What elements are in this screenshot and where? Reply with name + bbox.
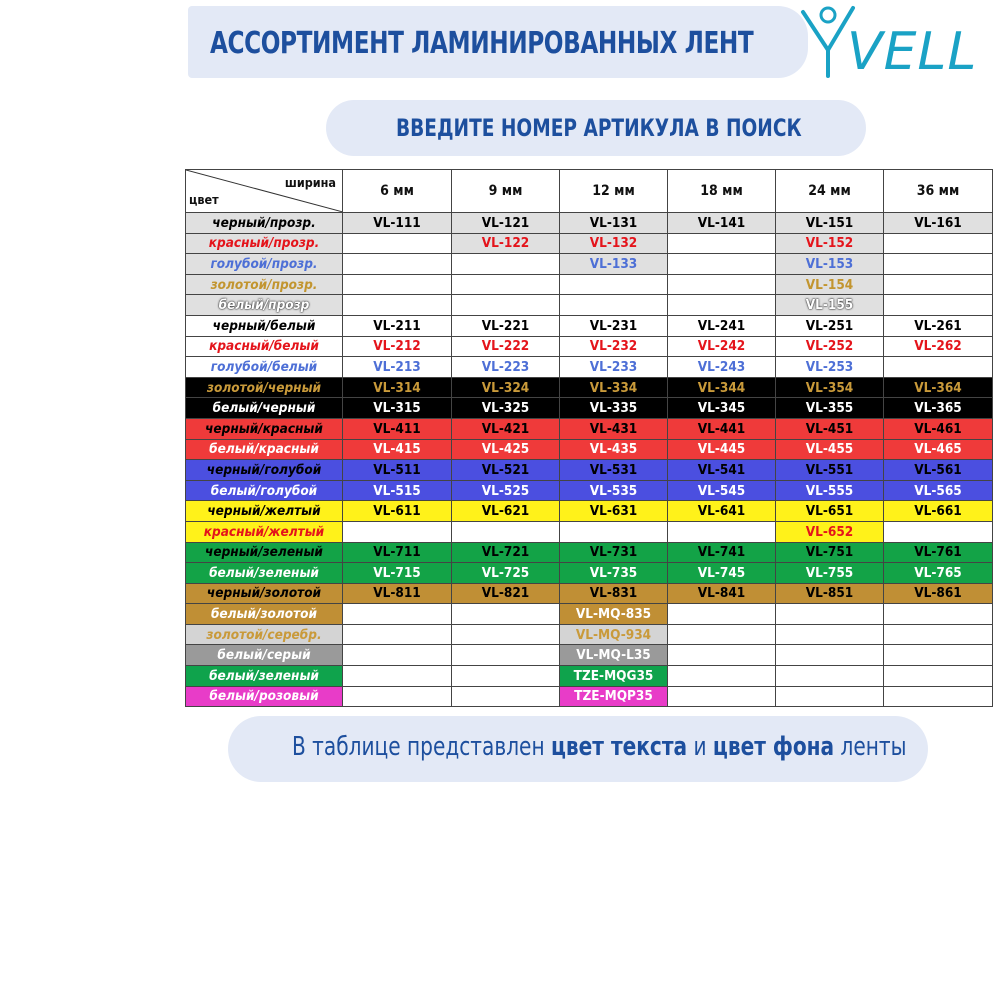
brand-logo: [795, 2, 985, 84]
article-code-cell: VL-751: [776, 542, 884, 563]
empty-cell: [343, 521, 452, 542]
color-combination-label: красный/прозр.: [186, 233, 343, 254]
table-row: [186, 480, 993, 501]
column-header: 18 мм: [668, 170, 776, 213]
column-header: 9 мм: [452, 170, 560, 213]
empty-cell: [776, 604, 884, 625]
legend-note: [292, 732, 907, 762]
article-code-cell: VL-132: [560, 233, 668, 254]
article-code-cell: VL-251: [776, 315, 884, 336]
article-code-cell: VL-555: [776, 480, 884, 501]
color-combination-label: белый/прозр: [186, 295, 343, 316]
empty-cell: [452, 686, 560, 707]
article-code-cell: VL-415: [343, 439, 452, 460]
table-corner-cell: [186, 170, 343, 213]
article-code-cell: VL-831: [560, 583, 668, 604]
article-code-cell: VL-345: [668, 398, 776, 419]
empty-cell: [452, 295, 560, 316]
empty-cell: [884, 604, 993, 625]
empty-cell: [343, 295, 452, 316]
article-code-cell: VL-721: [452, 542, 560, 563]
empty-cell: [452, 666, 560, 687]
note-text: В таблице представлен: [292, 732, 551, 762]
article-code-cell: VL-221: [452, 315, 560, 336]
empty-cell: [884, 274, 993, 295]
article-code-cell: VL-364: [884, 377, 993, 398]
color-combination-label: черный/красный: [186, 418, 343, 439]
empty-cell: [452, 254, 560, 275]
color-combination-label: золотой/черный: [186, 377, 343, 398]
empty-cell: [884, 254, 993, 275]
article-code-cell: VL-334: [560, 377, 668, 398]
note-bold-bg-color: цвет фона: [712, 732, 835, 762]
article-code-cell: VL-232: [560, 336, 668, 357]
article-code-cell: VL-211: [343, 315, 452, 336]
empty-cell: [668, 604, 776, 625]
article-code-cell: VL-253: [776, 357, 884, 378]
table-row: [186, 254, 993, 275]
article-code-cell: VL-152: [776, 233, 884, 254]
table-row: [186, 542, 993, 563]
color-axis-label: цвет: [189, 192, 219, 207]
article-code-cell: VL-122: [452, 233, 560, 254]
empty-cell: [452, 521, 560, 542]
article-code-cell: VL-525: [452, 480, 560, 501]
color-combination-label: черный/белый: [186, 315, 343, 336]
article-code-cell: VL-511: [343, 460, 452, 481]
color-combination-label: черный/желтый: [186, 501, 343, 522]
empty-cell: [884, 233, 993, 254]
table-row: [186, 418, 993, 439]
article-code-cell: VL-611: [343, 501, 452, 522]
table-row: [186, 501, 993, 522]
empty-cell: [343, 666, 452, 687]
empty-cell: [343, 645, 452, 666]
empty-cell: [668, 624, 776, 645]
article-code-cell: VL-231: [560, 315, 668, 336]
empty-cell: [884, 295, 993, 316]
article-code-cell: VL-365: [884, 398, 993, 419]
table-row: [186, 274, 993, 295]
color-combination-label: красный/желтый: [186, 521, 343, 542]
article-code-cell: VL-641: [668, 501, 776, 522]
table-row: [186, 398, 993, 419]
article-code-cell: VL-731: [560, 542, 668, 563]
article-code-cell: VL-154: [776, 274, 884, 295]
article-code-cell: VL-355: [776, 398, 884, 419]
article-code-cell: VL-745: [668, 563, 776, 584]
empty-cell: [776, 686, 884, 707]
article-code-cell: VL-314: [343, 377, 452, 398]
empty-cell: [452, 624, 560, 645]
article-code-cell: VL-131: [560, 213, 668, 234]
table-row: [186, 645, 993, 666]
table-row: [186, 460, 993, 481]
color-combination-label: белый/черный: [186, 398, 343, 419]
note-text: и: [687, 732, 713, 762]
empty-cell: [776, 645, 884, 666]
article-code-cell: VL-445: [668, 439, 776, 460]
article-code-cell: VL-121: [452, 213, 560, 234]
empty-cell: [343, 624, 452, 645]
article-code-cell: VL-233: [560, 357, 668, 378]
empty-cell: [884, 645, 993, 666]
article-code-cell: VL-212: [343, 336, 452, 357]
column-header: 12 мм: [560, 170, 668, 213]
article-code-cell: VL-735: [560, 563, 668, 584]
note-bold-text-color: цвет текста: [550, 732, 688, 762]
article-code-cell: VL-451: [776, 418, 884, 439]
color-combination-label: белый/зеленый: [186, 563, 343, 584]
article-code-cell: VL-161: [884, 213, 993, 234]
article-code-cell: VL-841: [668, 583, 776, 604]
empty-cell: [668, 254, 776, 275]
article-code-cell: VL-711: [343, 542, 452, 563]
color-combination-label: белый/золотой: [186, 604, 343, 625]
empty-cell: [343, 604, 452, 625]
article-code-cell: VL-153: [776, 254, 884, 275]
color-combination-label: белый/серый: [186, 645, 343, 666]
article-code-cell: VL-761: [884, 542, 993, 563]
legend-note-banner: [228, 716, 928, 782]
table-row: [186, 583, 993, 604]
empty-cell: [884, 624, 993, 645]
table-row: [186, 377, 993, 398]
article-code-cell: VL-725: [452, 563, 560, 584]
color-combination-label: черный/золотой: [186, 583, 343, 604]
empty-cell: [884, 666, 993, 687]
article-code-cell: VL-821: [452, 583, 560, 604]
article-code-cell: VL-425: [452, 439, 560, 460]
color-combination-label: черный/прозр.: [186, 213, 343, 234]
note-text: ленты: [834, 732, 907, 762]
table-body: [186, 213, 993, 707]
article-code-cell: VL-111: [343, 213, 452, 234]
article-code-cell: VL-441: [668, 418, 776, 439]
color-combination-label: красный/белый: [186, 336, 343, 357]
empty-cell: [668, 295, 776, 316]
article-code-cell: VL-141: [668, 213, 776, 234]
column-header: 36 мм: [884, 170, 993, 213]
color-combination-label: золотой/прозр.: [186, 274, 343, 295]
color-combination-label: черный/зеленый: [186, 542, 343, 563]
article-code-cell: VL-151: [776, 213, 884, 234]
article-code-cell: VL-461: [884, 418, 993, 439]
article-code-cell: VL-MQ-L35: [560, 645, 668, 666]
empty-cell: [668, 666, 776, 687]
color-combination-label: белый/красный: [186, 439, 343, 460]
article-code-cell: VL-262: [884, 336, 993, 357]
table-row: [186, 624, 993, 645]
article-code-cell: VL-861: [884, 583, 993, 604]
article-code-cell: VL-765: [884, 563, 993, 584]
empty-cell: [884, 686, 993, 707]
empty-cell: [343, 254, 452, 275]
article-code-cell: VL-551: [776, 460, 884, 481]
empty-cell: [343, 233, 452, 254]
column-header: 24 мм: [776, 170, 884, 213]
empty-cell: [668, 686, 776, 707]
color-combination-label: белый/зеленый: [186, 666, 343, 687]
table-row: [186, 563, 993, 584]
empty-cell: [668, 274, 776, 295]
empty-cell: [560, 521, 668, 542]
article-code-cell: VL-531: [560, 460, 668, 481]
article-code-cell: VL-755: [776, 563, 884, 584]
logo-text: VELL: [847, 22, 978, 82]
empty-cell: [343, 274, 452, 295]
color-combination-label: золотой/серебр.: [186, 624, 343, 645]
article-code-cell: TZE-MQP35: [560, 686, 668, 707]
empty-cell: [668, 233, 776, 254]
article-code-cell: VL-411: [343, 418, 452, 439]
article-code-cell: VL-545: [668, 480, 776, 501]
article-code-cell: VL-344: [668, 377, 776, 398]
article-code-cell: VL-631: [560, 501, 668, 522]
article-code-cell: VL-435: [560, 439, 668, 460]
empty-cell: [343, 686, 452, 707]
article-code-cell: VL-133: [560, 254, 668, 275]
empty-cell: [560, 295, 668, 316]
article-code-cell: VL-325: [452, 398, 560, 419]
article-code-cell: VL-315: [343, 398, 452, 419]
table-row: [186, 295, 993, 316]
empty-cell: [452, 645, 560, 666]
table-header-row: [186, 170, 993, 213]
table-row: [186, 686, 993, 707]
empty-cell: [776, 666, 884, 687]
empty-cell: [668, 645, 776, 666]
empty-cell: [668, 521, 776, 542]
table-row: [186, 666, 993, 687]
article-code-cell: VL-561: [884, 460, 993, 481]
article-code-cell: VL-261: [884, 315, 993, 336]
empty-cell: [776, 624, 884, 645]
article-code-cell: VL-621: [452, 501, 560, 522]
title-banner: [188, 6, 808, 78]
empty-cell: [452, 604, 560, 625]
article-code-cell: VL-541: [668, 460, 776, 481]
article-code-cell: VL-354: [776, 377, 884, 398]
color-combination-label: голубой/прозр.: [186, 254, 343, 275]
article-code-cell: VL-242: [668, 336, 776, 357]
article-code-cell: VL-651: [776, 501, 884, 522]
empty-cell: [452, 274, 560, 295]
table-row: [186, 604, 993, 625]
article-code-cell: VL-811: [343, 583, 452, 604]
article-code-cell: VL-222: [452, 336, 560, 357]
article-code-cell: VL-MQ-835: [560, 604, 668, 625]
empty-cell: [884, 357, 993, 378]
article-code-cell: VL-661: [884, 501, 993, 522]
tape-assortment-table: [185, 169, 993, 707]
article-code-cell: VL-652: [776, 521, 884, 542]
article-code-cell: VL-455: [776, 439, 884, 460]
table-row: [186, 521, 993, 542]
article-code-cell: VL-465: [884, 439, 993, 460]
column-header: 6 мм: [343, 170, 452, 213]
article-code-cell: VL-715: [343, 563, 452, 584]
article-code-cell: VL-515: [343, 480, 452, 501]
article-code-cell: TZE-MQG35: [560, 666, 668, 687]
article-code-cell: VL-741: [668, 542, 776, 563]
article-code-cell: VL-535: [560, 480, 668, 501]
article-code-cell: VL-MQ-934: [560, 624, 668, 645]
article-code-cell: VL-223: [452, 357, 560, 378]
color-combination-label: голубой/белый: [186, 357, 343, 378]
table-row: [186, 315, 993, 336]
search-hint-text: ВВЕДИТЕ НОМЕР АРТИКУЛА В ПОИСК: [396, 114, 802, 142]
table-row: [186, 439, 993, 460]
search-hint-banner: [326, 100, 866, 156]
color-combination-label: черный/голубой: [186, 460, 343, 481]
empty-cell: [560, 274, 668, 295]
article-code-cell: VL-241: [668, 315, 776, 336]
article-code-cell: VL-243: [668, 357, 776, 378]
article-code-cell: VL-335: [560, 398, 668, 419]
article-code-cell: VL-565: [884, 480, 993, 501]
table-row: [186, 357, 993, 378]
article-code-cell: VL-851: [776, 583, 884, 604]
article-code-cell: VL-324: [452, 377, 560, 398]
empty-cell: [884, 521, 993, 542]
article-code-cell: VL-431: [560, 418, 668, 439]
article-code-cell: VL-521: [452, 460, 560, 481]
article-code-cell: VL-421: [452, 418, 560, 439]
table-row: [186, 233, 993, 254]
page-title: АССОРТИМЕНТ ЛАМИНИРОВАННЫХ ЛЕНТ: [210, 26, 754, 61]
article-code-cell: VL-213: [343, 357, 452, 378]
article-code-cell: VL-252: [776, 336, 884, 357]
article-code-cell: VL-155: [776, 295, 884, 316]
width-axis-label: ширина: [284, 175, 336, 190]
table-row: [186, 213, 993, 234]
color-combination-label: белый/голубой: [186, 480, 343, 501]
color-combination-label: белый/розовый: [186, 686, 343, 707]
table-row: [186, 336, 993, 357]
